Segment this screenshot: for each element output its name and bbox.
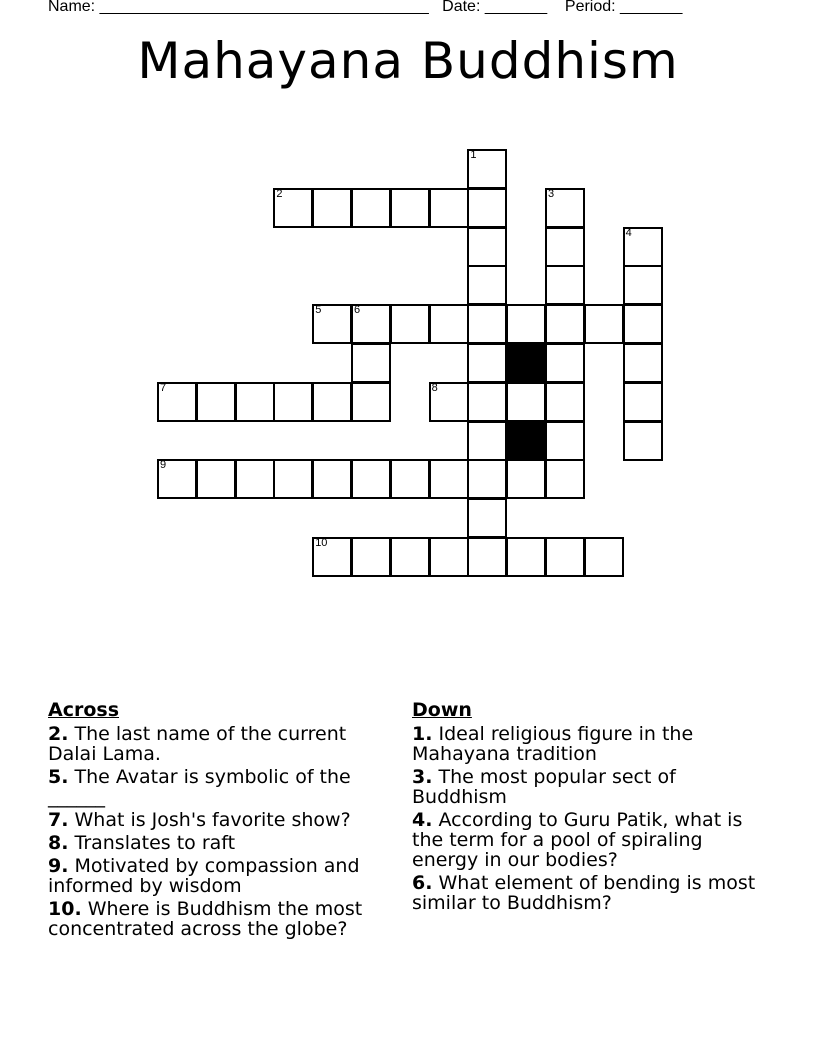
crossword-cell[interactable] [351, 537, 391, 577]
clue-number: 9. [48, 855, 69, 877]
crossword-cell[interactable] [312, 188, 352, 228]
crossword-cell[interactable] [506, 537, 546, 577]
clue-number: 3. [412, 766, 433, 788]
worksheet-header: Name: _____________________________________ Date: _______ Period: _______ [48, 0, 683, 15]
crossword-cell[interactable] [467, 498, 507, 538]
across-heading: Across [48, 699, 120, 721]
cell-number: 3 [548, 187, 555, 200]
cell-number: 5 [315, 304, 322, 317]
crossword-cell[interactable] [545, 343, 585, 383]
clue-number: 8. [48, 832, 69, 854]
crossword-cell[interactable] [351, 459, 391, 499]
crossword-cell[interactable] [196, 459, 236, 499]
clue-across-7 [48, 810, 393, 830]
crossword-cell[interactable] [467, 343, 507, 383]
clue-number: 1. [412, 723, 433, 745]
clue-number: 5. [48, 766, 69, 788]
clue-number: 2. [48, 723, 69, 745]
crossword-cell[interactable] [467, 537, 507, 577]
crossword-cell[interactable] [467, 227, 507, 267]
crossword-cell[interactable] [545, 459, 585, 499]
crossword-cell[interactable] [312, 304, 352, 344]
crossword-cell[interactable] [623, 265, 663, 305]
cell-number: 9 [160, 459, 167, 472]
clue-text: Ideal religious figure in the Mahayana tradition [412, 723, 694, 765]
cell-number: 6 [354, 304, 361, 317]
crossword-cell[interactable] [390, 304, 430, 344]
clue-text: Translates to raft [74, 832, 236, 854]
page-title: Mahayana Buddhism [137, 32, 679, 90]
crossword-black-cell [506, 343, 546, 383]
crossword-cell[interactable] [584, 304, 624, 344]
down-heading: Down [412, 699, 472, 721]
crossword-cell[interactable] [390, 459, 430, 499]
crossword-cell[interactable] [351, 304, 391, 344]
crossword-cell[interactable] [545, 537, 585, 577]
clue-text: According to Guru Patik, what is the term for a pool of spiraling energy in our bodies? [412, 809, 743, 871]
crossword-cell[interactable] [429, 537, 469, 577]
cell-number: 7 [160, 381, 167, 394]
crossword-cell[interactable] [584, 537, 624, 577]
crossword-cell[interactable] [545, 227, 585, 267]
crossword-cell[interactable] [312, 382, 352, 422]
clue-text: Motivated by compassion and informed by wisdom [48, 855, 360, 897]
crossword-cell[interactable] [506, 382, 546, 422]
crossword-cell[interactable] [351, 188, 391, 228]
cell-number: 8 [431, 381, 438, 394]
crossword-cell[interactable] [312, 537, 352, 577]
crossword-cell[interactable] [623, 421, 663, 461]
clue-down-6 [412, 873, 757, 913]
crossword-cell[interactable] [429, 188, 469, 228]
crossword-cell[interactable] [429, 382, 469, 422]
crossword-cell[interactable] [506, 459, 546, 499]
clue-across-2 [48, 724, 393, 764]
crossword-cell[interactable] [351, 343, 391, 383]
clue-text: The Avatar is symbolic of the ______ [48, 766, 351, 808]
clue-number: 10. [48, 898, 82, 920]
crossword-cell[interactable] [623, 227, 663, 267]
cell-number: 2 [276, 187, 283, 200]
crossword-cell[interactable] [545, 421, 585, 461]
crossword-cell[interactable] [196, 382, 236, 422]
clue-number: 4. [412, 809, 433, 831]
across-clues [48, 700, 393, 942]
cell-number: 4 [625, 226, 632, 239]
crossword-cell[interactable] [467, 265, 507, 305]
clue-text: The last name of the current Dalai Lama. [48, 723, 347, 765]
crossword-cell[interactable] [623, 304, 663, 344]
clue-across-8 [48, 833, 393, 853]
clue-text: What element of bending is most similar to Buddhism? [412, 872, 756, 914]
crossword-cell[interactable] [467, 382, 507, 422]
clue-down-1 [412, 724, 757, 764]
crossword-black-cell [506, 421, 546, 461]
crossword-cell[interactable] [273, 382, 313, 422]
clue-across-10 [48, 899, 393, 939]
crossword-cell[interactable] [545, 304, 585, 344]
cell-number: 1 [470, 149, 477, 161]
crossword-cell[interactable] [351, 382, 391, 422]
clue-down-3 [412, 767, 757, 807]
crossword-cell[interactable] [157, 382, 197, 422]
crossword-cell[interactable] [429, 459, 469, 499]
crossword-cell[interactable] [467, 459, 507, 499]
crossword-cell[interactable] [545, 188, 585, 228]
crossword-cell[interactable] [390, 188, 430, 228]
crossword-cell[interactable] [429, 304, 469, 344]
crossword-cell[interactable] [467, 304, 507, 344]
crossword-cell[interactable] [467, 188, 507, 228]
crossword-cell[interactable] [623, 382, 663, 422]
clue-number: 7. [48, 809, 69, 831]
clue-text: What is Josh's favorite show? [74, 809, 351, 831]
down-clues [412, 700, 757, 916]
crossword-cell[interactable] [506, 304, 546, 344]
clue-down-4 [412, 810, 757, 870]
crossword-cell[interactable] [235, 459, 275, 499]
crossword-cell[interactable] [545, 265, 585, 305]
crossword-cell[interactable] [390, 537, 430, 577]
crossword-cell[interactable] [467, 421, 507, 461]
crossword-cell[interactable] [545, 382, 585, 422]
crossword-cell[interactable] [467, 149, 507, 189]
crossword-cell[interactable] [235, 382, 275, 422]
crossword-cell[interactable] [273, 459, 313, 499]
crossword-cell[interactable] [273, 188, 313, 228]
clue-across-5 [48, 767, 393, 807]
clue-across-9 [48, 856, 393, 896]
crossword-cell[interactable] [623, 343, 663, 383]
crossword-cell[interactable] [157, 459, 197, 499]
clue-text: Where is Buddhism the most concentrated across the globe? [48, 898, 363, 940]
crossword-cell[interactable] [312, 459, 352, 499]
clue-text: The most popular sect of Buddhism [412, 766, 676, 808]
clue-number: 6. [412, 872, 433, 894]
cell-number: 10 [315, 537, 328, 549]
